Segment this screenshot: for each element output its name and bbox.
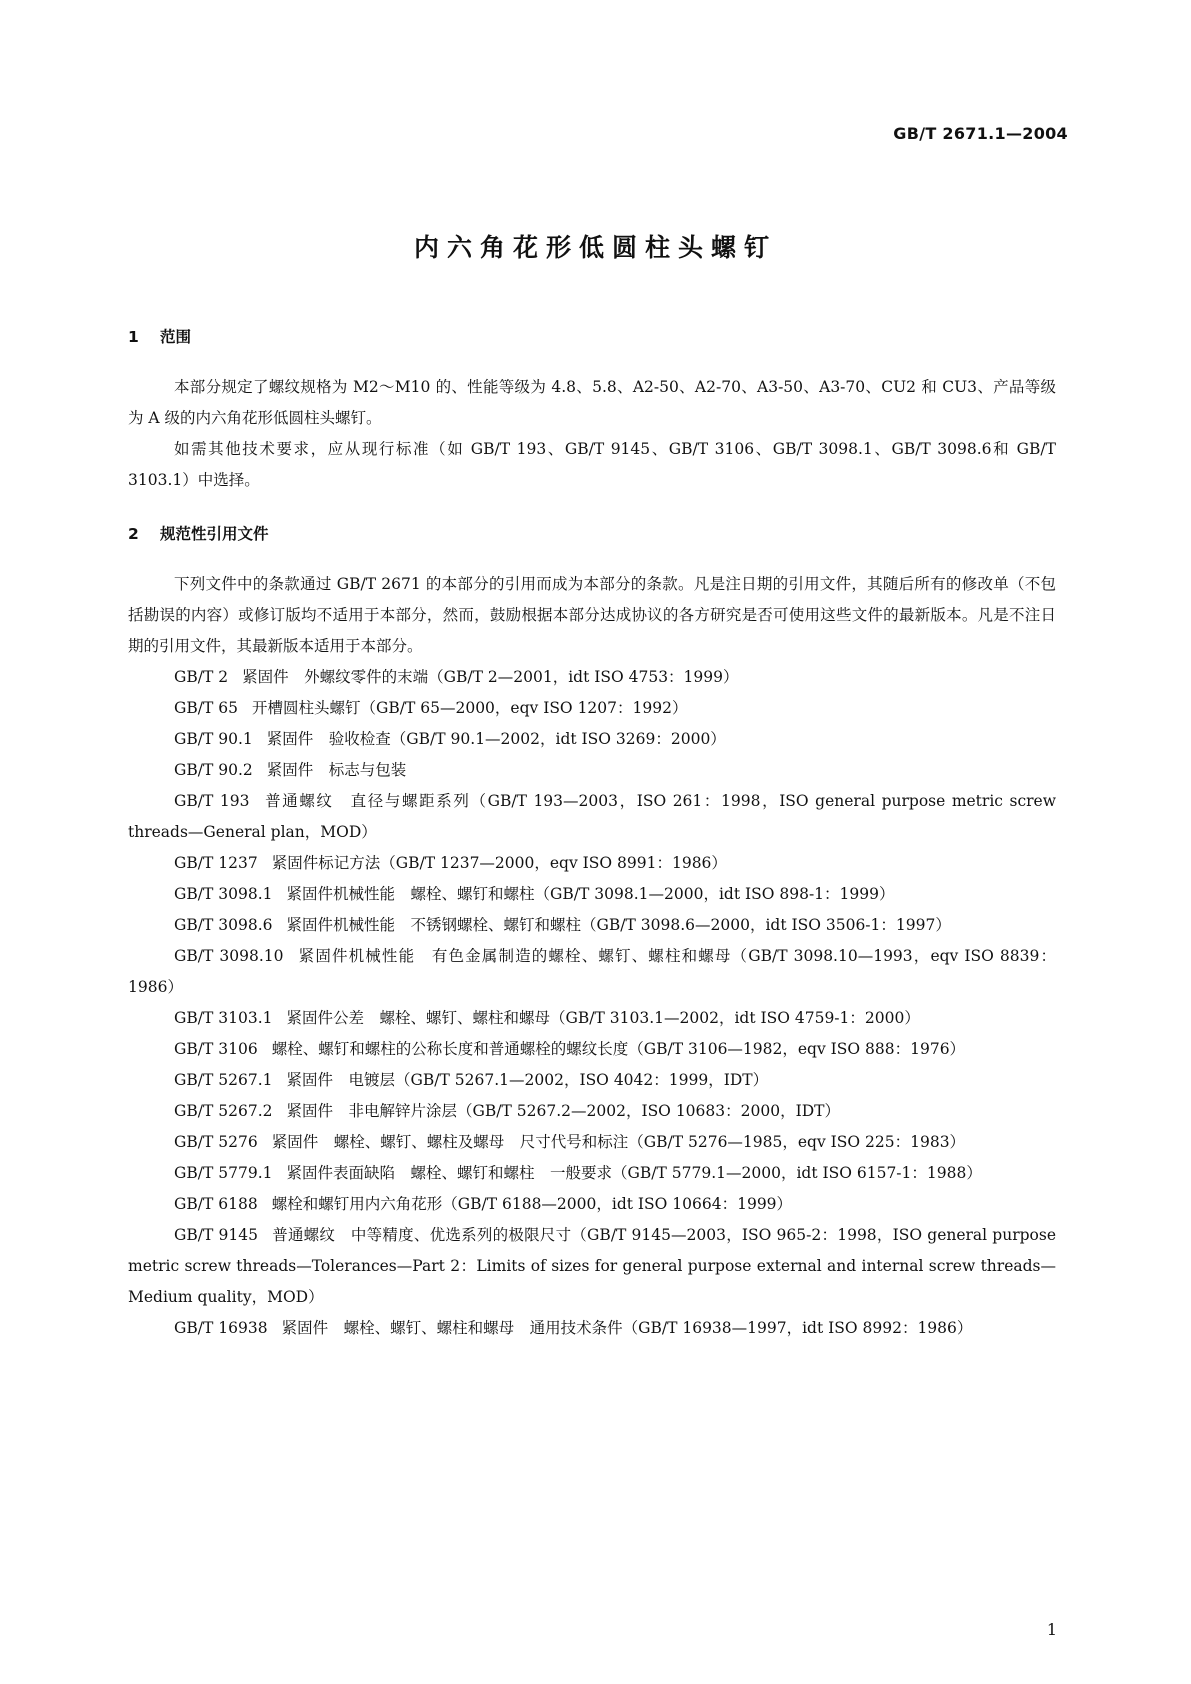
section-heading-scope xyxy=(128,322,1056,353)
reference-code: GB/T 16938 xyxy=(174,1319,268,1337)
reference-item xyxy=(128,1189,1056,1220)
reference-code: GB/T 9145 xyxy=(174,1226,258,1244)
reference-text: 紧固件机械性能 有色金属制造的螺栓、螺钉、螺柱和螺母（GB/T 3098.10—1993，eqv ISO 8839：1986） xyxy=(128,947,1057,996)
page-number: 1 xyxy=(1046,1620,1057,1639)
reference-text: 紧固件 螺栓、螺钉、螺柱及螺母 尺寸代号和标注（GB/T 5276—1985，eqv ISO 225：1983） xyxy=(271,1133,966,1151)
reference-text: 螺栓和螺钉用内六角花形（GB/T 6188—2000，idt ISO 10664：1999） xyxy=(271,1195,793,1213)
reference-item xyxy=(128,693,1056,724)
reference-code: GB/T 2 xyxy=(174,668,229,686)
reference-item xyxy=(128,1065,1056,1096)
reference-code: GB/T 3103.1 xyxy=(174,1009,273,1027)
reference-item xyxy=(128,848,1056,879)
paragraph: 如需其他技术要求，应从现行标准（如 GB/T 193、GB/T 9145、GB/T 3106、GB/T 3098.1、GB/T 3098.6和 GB/T 3103.1）中选择。 xyxy=(128,440,1056,489)
reference-text: 紧固件 电镀层（GB/T 5267.1—2002，ISO 4042：1999，IDT） xyxy=(286,1071,769,1089)
reference-text: 紧固件 标志与包装 xyxy=(266,761,407,779)
reference-item xyxy=(128,1003,1056,1034)
reference-text: 紧固件 螺栓、螺钉、螺柱和螺母 通用技术条件（GB/T 16938—1997，idt ISO 8992：1986） xyxy=(281,1319,973,1337)
reference-item xyxy=(128,1313,1056,1344)
reference-code: GB/T 5779.1 xyxy=(174,1164,273,1182)
reference-code: GB/T 3098.10 xyxy=(174,947,284,965)
document-body xyxy=(128,322,1056,1344)
reference-text: 螺栓、螺钉和螺柱的公称长度和普通螺栓的螺纹长度（GB/T 3106—1982，eqv ISO 888：1976） xyxy=(271,1040,966,1058)
reference-code: GB/T 90.1 xyxy=(174,730,253,748)
paragraph: 下列文件中的条款通过 GB/T 2671 的本部分的引用而成为本部分的条款。凡是注日期的引用文件，其随后所有的修改单（不包括勘误的内容）或修订版均不适用于本部分，然而，鼓励根据本部分达成协议的各方研究是否可使用这些文件的最新版本。凡是不注日期的引用文件，其最新版本适用于本部分。 xyxy=(128,575,1056,655)
reference-item xyxy=(128,662,1056,693)
reference-text: 紧固件 外螺纹零件的末端（GB/T 2—2001，idt ISO 4753：1999） xyxy=(242,668,739,686)
reference-item xyxy=(128,1220,1056,1313)
document-title: 内六角花形低圆柱头螺钉 xyxy=(413,233,777,262)
reference-item xyxy=(128,1034,1056,1065)
reference-code: GB/T 6188 xyxy=(174,1195,258,1213)
reference-code: GB/T 5276 xyxy=(174,1133,258,1151)
reference-item xyxy=(128,879,1056,910)
standard-number: GB/T 2671.1—2004 xyxy=(893,124,1068,143)
reference-text: 开槽圆柱头螺钉（GB/T 65—2000，eqv ISO 1207：1992） xyxy=(251,699,688,717)
reference-item xyxy=(128,724,1056,755)
reference-item xyxy=(128,910,1056,941)
reference-code: GB/T 3106 xyxy=(174,1040,258,1058)
reference-text: 普通螺纹 直径与螺距系列（GB/T 193—2003，ISO 261：1998，ISO general purpose metric screw threads—General plan，MOD） xyxy=(128,792,1056,841)
reference-code: GB/T 65 xyxy=(174,699,238,717)
reference-code: GB/T 90.2 xyxy=(174,761,253,779)
reference-text: 紧固件 非电解锌片涂层（GB/T 5267.2—2002，ISO 10683：2000，IDT） xyxy=(286,1102,840,1120)
reference-code: GB/T 1237 xyxy=(174,854,258,872)
reference-text: 紧固件机械性能 不锈钢螺栓、螺钉和螺柱（GB/T 3098.6—2000，idt ISO 3506-1：1997） xyxy=(286,916,951,934)
reference-text: 紧固件公差 螺栓、螺钉、螺柱和螺母（GB/T 3103.1—2002，idt ISO 4759-1：2000） xyxy=(286,1009,920,1027)
section-number: 1 xyxy=(128,328,139,346)
section-number: 2 xyxy=(128,525,139,543)
section-heading-normative-references xyxy=(128,519,1056,550)
reference-text: 紧固件标记方法（GB/T 1237—2000，eqv ISO 8991：1986） xyxy=(271,854,727,872)
section-title: 规范性引用文件 xyxy=(160,525,269,543)
paragraph: 本部分规定了螺纹规格为 M2～M10 的、性能等级为 4.8、5.8、A2-50、A2-70、A3-50、A3-70、CU2 和 CU3、产品等级为 A 级的内六角花形低圆柱头螺钉。 xyxy=(128,378,1056,427)
reference-item xyxy=(128,786,1056,848)
reference-list xyxy=(128,662,1056,1344)
reference-text: 紧固件表面缺陷 螺栓、螺钉和螺柱 一般要求（GB/T 5779.1—2000，idt ISO 6157-1：1988） xyxy=(286,1164,982,1182)
reference-text: 普通螺纹 中等精度、优选系列的极限尺寸（GB/T 9145—2003，ISO 965-2：1998，ISO general purpose metric screw threads—Tolerances—Part 2：Limits of sizes for general purpose external and internal screw threads—Medium quality，MOD） xyxy=(128,1226,1056,1306)
reference-item xyxy=(128,755,1056,786)
section-title: 范围 xyxy=(160,328,192,346)
reference-item xyxy=(128,1096,1056,1127)
reference-item xyxy=(128,941,1056,1003)
reference-code: GB/T 5267.1 xyxy=(174,1071,273,1089)
reference-code: GB/T 3098.6 xyxy=(174,916,273,934)
reference-code: GB/T 3098.1 xyxy=(174,885,273,903)
reference-text: 紧固件 验收检查（GB/T 90.1—2002，idt ISO 3269：2000） xyxy=(266,730,726,748)
reference-code: GB/T 193 xyxy=(174,792,250,810)
reference-text: 紧固件机械性能 螺栓、螺钉和螺柱（GB/T 3098.1—2000，idt ISO 898-1：1999） xyxy=(286,885,895,903)
reference-code: GB/T 5267.2 xyxy=(174,1102,273,1120)
reference-item xyxy=(128,1127,1056,1158)
reference-item xyxy=(128,1158,1056,1189)
